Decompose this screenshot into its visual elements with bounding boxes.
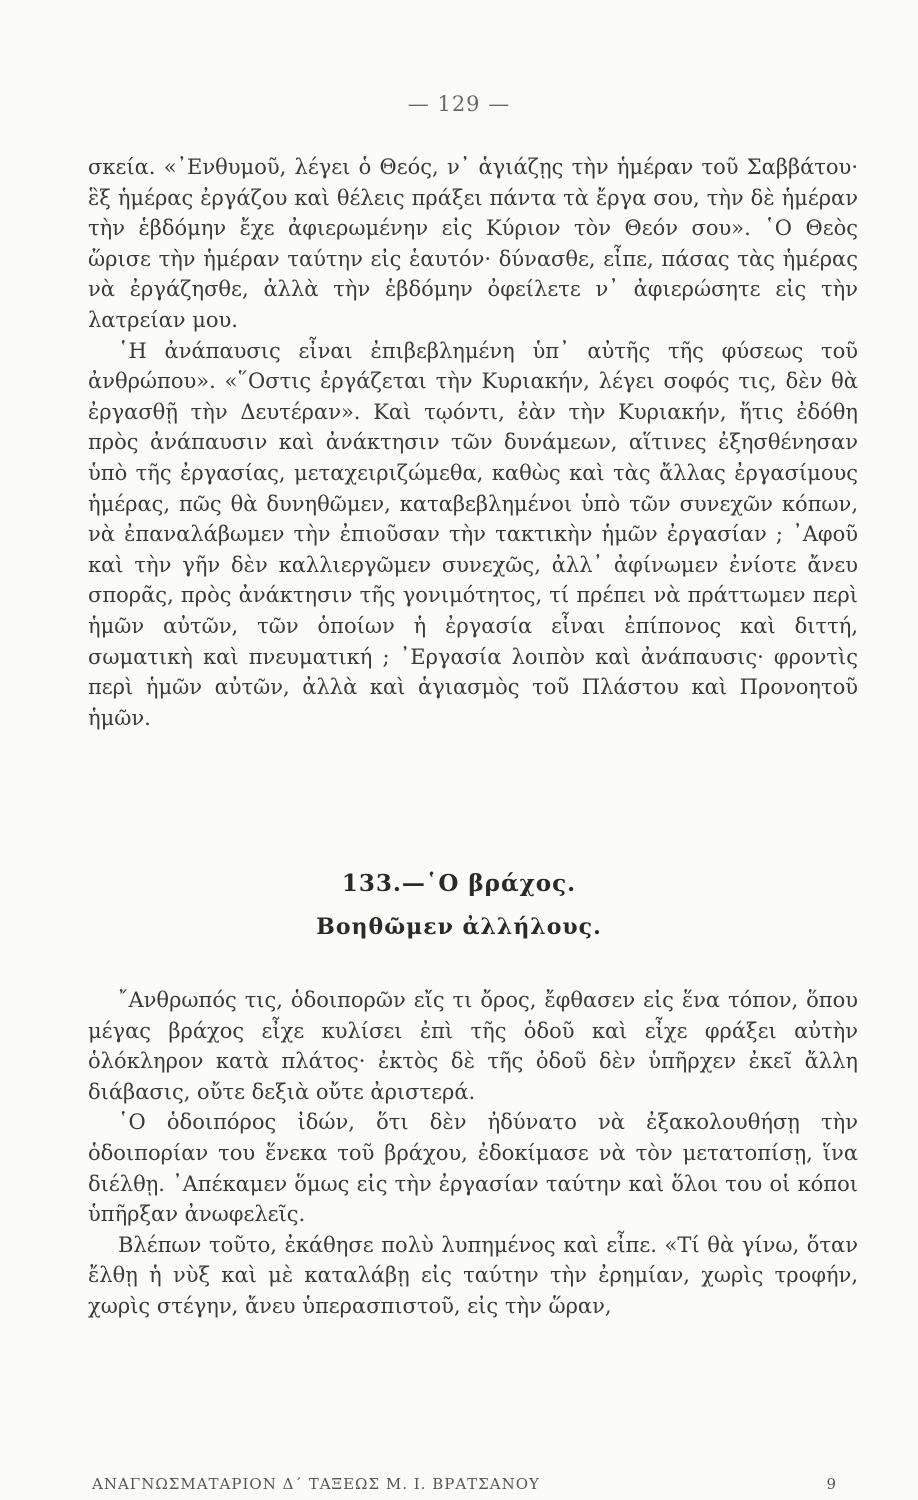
section-title: 133.—῾Ο βράχος. bbox=[341, 870, 577, 897]
footer-book-title: ΑΝΑΓΝΩΣΜΑΤΑΡΙΟΝ Δ΄ ΤΑΞΕΩΣ Μ. Ι. ΒΡΑΤΣΑΝΟΥ bbox=[92, 1475, 540, 1493]
paragraph: ῾Η ἀνάπαυσις εἶναι ἐπιβεβλημένη ὑπ᾿ αὐτῆς τῆς φύσεως τοῦ ἀνθρώπου». «῞Οστις ἐργάζεται τὴν Κυριακήν, λέγει σοφός τις, δὲν θὰ ἐργασθῇ τὴν Δευτέραν». Καὶ τῳόντι, ἐὰν τὴν Κυριακήν, ἥτις ἐδόθη πρὸς ἀνάπαυσιν καὶ ἀνάκτησιν τῶν δυνάμεων, αἵτινες ἐξησθένησαν ὑπὸ τῆς ἐργασίας, μεταχειριζώμεθα, καθὼς καὶ τὰς ἄλλας ἐργασίμους ἡμέρας, πῶς θὰ δυνηθῶμεν, καταβεβλημένοι ὑπὸ τῶν συνεχῶν κόπων, νὰ ἐπαναλάβωμεν τὴν ἐπιοῦσαν τὴν τακτικὴν ἡμῶν ἐργασίαν ; ᾿Αφοῦ καὶ τὴν γῆν δὲν καλλιεργῶμεν συνεχῶς, ἀλλ᾿ ἀφίνωμεν ἐνίοτε ἄνευ σπορᾶς, πρὸς ἀνάκτησιν τῆς γονιμότητος, τί πρέπει νὰ πράττωμεν περὶ ἡμῶν αὐτῶν, τῶν ὁποίων ἡ ἐργασία εἶναι ἐπίπονος καὶ διττή, σωματικὴ καὶ πνευματική ; ᾿Εργασία λοιπὸν καὶ ἀνάπαυσις· φροντὶς περὶ ἡμῶν αὐτῶν, ἀλλὰ καὶ ἁγιασμὸς τοῦ Πλάστου καὶ Προνοητοῦ ἡμῶν. bbox=[88, 338, 858, 730]
paragraph: ῾Ο ὁδοιπόρος ἰδών, ὅτι δὲν ἠδύνατο νὰ ἐξακολουθήσῃ τὴν ὁδοιπορίαν του ἕνεκα τοῦ βράχου, ἐδοκίμασε νὰ τὸν μετατοπίσῃ, ἵνα διέλθῃ. ᾿Απέκαμεν ὅμως εἰς τὴν ἐργασίαν ταύτην καὶ ὅλοι του οἱ κόποι ὑπῆρξαν ἀνωφελεῖς. bbox=[88, 1110, 858, 1227]
section-subtitle: Βοηθῶμεν ἀλλήλους. bbox=[316, 914, 602, 940]
top-text-block bbox=[88, 152, 858, 733]
paragraph: ῎Ανθρωπός τις, ὁδοιπορῶν εἴς τι ὄρος, ἔφθασεν εἰς ἕνα τόπον, ὅπου μέγας βράχος εἶχε κυλίσει ἐπὶ τῆς ὁδοῦ καὶ εἶχε φράξει αὐτὴν ὁλόκληρον κατὰ πλάτος· ἐκτὸς δὲ τῆς ὁδοῦ δὲν ὑπῆρχεν ἐκεῖ ἄλλη διάβασις, οὔτε δεξιὰ οὔτε ἀριστερά. bbox=[88, 988, 858, 1104]
paragraph: Βλέπων τοῦτο, ἐκάθησε πολὺ λυπημένος καὶ εἶπε. «Τί θὰ γίνω, ὅταν ἔλθῃ ἡ νὺξ καὶ μὲ καταλάβῃ εἰς ταύτην τὴν ἐρημίαν, χωρὶς τροφήν, χωρὶς στέγην, ἄνευ ὑπερασπιστοῦ, εἰς τὴν ὥραν, bbox=[88, 1232, 858, 1318]
story-text-block bbox=[88, 985, 858, 1322]
page-footer bbox=[92, 1475, 837, 1493]
page-number: — 129 — bbox=[407, 92, 511, 116]
signature-mark: 9 bbox=[826, 1475, 837, 1493]
paragraph-continuation: σκεία. «᾿Ενθυμοῦ, λέγει ὁ Θεός, ν᾿ ἁγιάζῃς τὴν ἡμέραν τοῦ Σαββάτου· ἓξ ἡμέρας ἐργάζου καὶ θέλεις πράξει πάντα τὰ ἔργα σου, τὴν δὲ ἡμέραν τὴν ἑβδόμην ἔχε ἀφιερωμένην εἰς Κύριον τὸν Θεόν σου». ῾Ο Θεὸς ὥρισε τὴν ἡμέραν ταύτην εἰς ἑαυτόν· δύνασθε, εἶπε, πάσας τὰς ἡμέρας νὰ ἐργάζησθε, ἀλλὰ τὴν ἑβδόμην ὀφείλετε ν᾿ ἀφιερώσητε εἰς τὴν λατρείαν μου. bbox=[88, 155, 858, 332]
